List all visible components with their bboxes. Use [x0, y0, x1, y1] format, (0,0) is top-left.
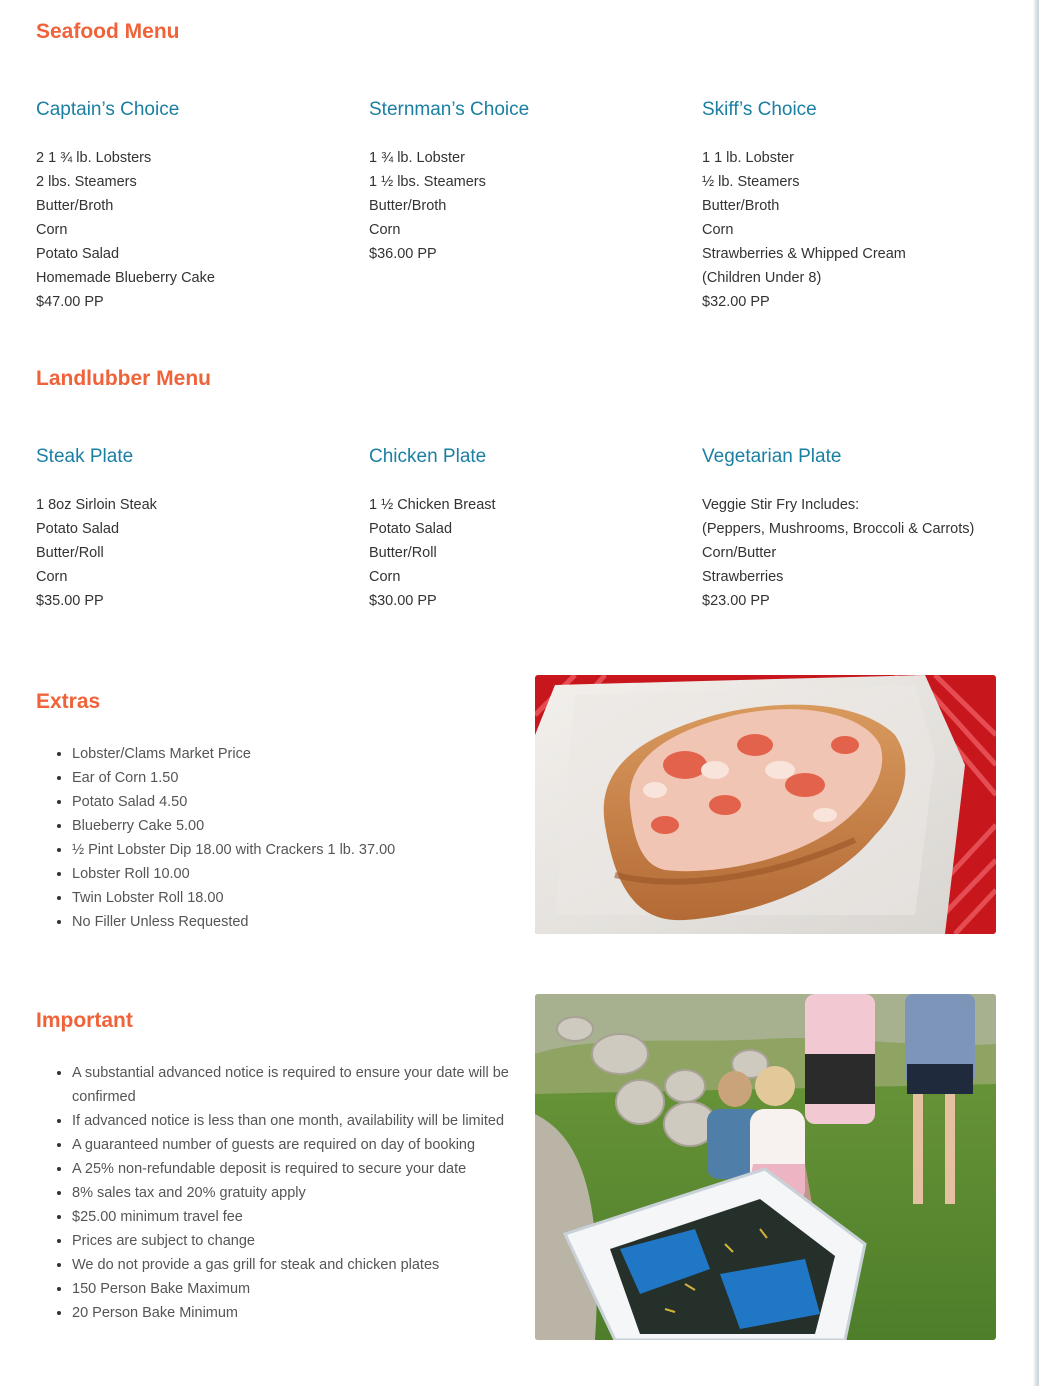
seafood-menu-heading: Seafood Menu — [36, 20, 180, 43]
menu-column-captains-choice — [36, 97, 356, 314]
menu-line: Butter/Broth — [369, 198, 447, 214]
menu-line: 1 ½ lbs. Steamers — [369, 174, 486, 190]
extras-heading: Extras — [36, 690, 101, 713]
menu-line: Butter/Broth — [36, 198, 114, 214]
menu-line: Strawberries & Whipped Cream — [702, 246, 906, 262]
extras-list — [36, 742, 528, 934]
menu-column-skiffs-choice — [702, 97, 1022, 314]
list-item: • A 25% non-refundable deposit is required to secure your date — [72, 1157, 528, 1181]
list-item: • Lobster Roll 10.00 — [72, 862, 528, 886]
menu-line: Corn — [702, 222, 734, 238]
list-item: • $25.00 minimum travel fee — [72, 1205, 528, 1229]
menu-column-sternmans-choice — [369, 97, 689, 266]
list-item: • If advanced notice is less than one month, availability will be limited — [72, 1109, 528, 1133]
menu-price: $32.00 PP — [702, 294, 770, 310]
children-lobster-cooler-photo — [535, 994, 996, 1340]
menu-column-title: Chicken Plate — [369, 446, 487, 467]
menu-column-vegetarian-plate — [702, 444, 1022, 613]
menu-column-title: Sternman’s Choice — [369, 99, 530, 120]
menu-column-title: Vegetarian Plate — [702, 446, 842, 467]
list-item: • ½ Pint Lobster Dip 18.00 with Crackers 1 lb. 37.00 — [72, 838, 528, 862]
menu-price: $47.00 PP — [36, 294, 104, 310]
list-item: • We do not provide a gas grill for steak and chicken plates — [72, 1253, 528, 1277]
menu-column-steak-plate — [36, 444, 356, 613]
menu-line: Homemade Blueberry Cake — [36, 270, 215, 286]
page-edge-shadow — [1033, 0, 1039, 1386]
menu-column-title: Skiff’s Choice — [702, 99, 817, 120]
menu-line: Veggie Stir Fry Includes: — [702, 497, 860, 513]
list-item: • 20 Person Bake Minimum — [72, 1301, 528, 1325]
menu-line: Corn — [36, 222, 68, 238]
menu-line: Butter/Roll — [369, 545, 437, 561]
menu-line: Corn/Butter — [702, 545, 777, 561]
menu-line: (Children Under 8) — [702, 270, 822, 286]
menu-line: ½ lb. Steamers — [702, 174, 800, 190]
menu-column-chicken-plate — [369, 444, 689, 613]
menu-price: $36.00 PP — [369, 246, 437, 262]
list-item: • No Filler Unless Requested — [72, 910, 528, 934]
menu-line: Corn — [369, 569, 401, 585]
list-item: • Ear of Corn 1.50 — [72, 766, 528, 790]
menu-line: Strawberries — [702, 569, 784, 585]
list-item: • A guaranteed number of guests are required on day of booking — [72, 1133, 528, 1157]
list-item: • A substantial advanced notice is required to ensure your date will be confirmed — [72, 1061, 528, 1109]
important-heading: Important — [36, 1009, 133, 1032]
list-item: • 8% sales tax and 20% gratuity apply — [72, 1181, 528, 1205]
menu-line: Potato Salad — [36, 521, 120, 537]
menu-price: $23.00 PP — [702, 593, 770, 609]
list-item: • 150 Person Bake Maximum — [72, 1277, 528, 1301]
important-list — [36, 1061, 528, 1325]
menu-line: Butter/Roll — [36, 545, 104, 561]
landlubber-menu-heading: Landlubber Menu — [36, 367, 211, 390]
menu-line: 2 1 ¾ lb. Lobsters — [36, 150, 152, 166]
menu-line: Potato Salad — [36, 246, 120, 262]
menu-column-title: Captain’s Choice — [36, 99, 180, 120]
menu-line: (Peppers, Mushrooms, Broccoli & Carrots) — [702, 521, 975, 537]
list-item: • Potato Salad 4.50 — [72, 790, 528, 814]
menu-line: Potato Salad — [369, 521, 453, 537]
lobster-roll-photo — [535, 675, 996, 934]
menu-line: 1 ¾ lb. Lobster — [369, 150, 465, 166]
menu-price: $30.00 PP — [369, 593, 437, 609]
list-item: • Prices are subject to change — [72, 1229, 528, 1253]
list-item: • Blueberry Cake 5.00 — [72, 814, 528, 838]
menu-line: 1 ½ Chicken Breast — [369, 497, 496, 513]
menu-line: 1 8oz Sirloin Steak — [36, 497, 157, 513]
menu-line: Corn — [369, 222, 401, 238]
menu-line: Butter/Broth — [702, 198, 780, 214]
list-item: • Twin Lobster Roll 18.00 — [72, 886, 528, 910]
menu-line: 1 1 lb. Lobster — [702, 150, 794, 166]
menu-price: $35.00 PP — [36, 593, 104, 609]
menu-line: Corn — [36, 569, 68, 585]
menu-line: 2 lbs. Steamers — [36, 174, 137, 190]
list-item: • Lobster/Clams Market Price — [72, 742, 528, 766]
menu-column-title: Steak Plate — [36, 446, 134, 467]
